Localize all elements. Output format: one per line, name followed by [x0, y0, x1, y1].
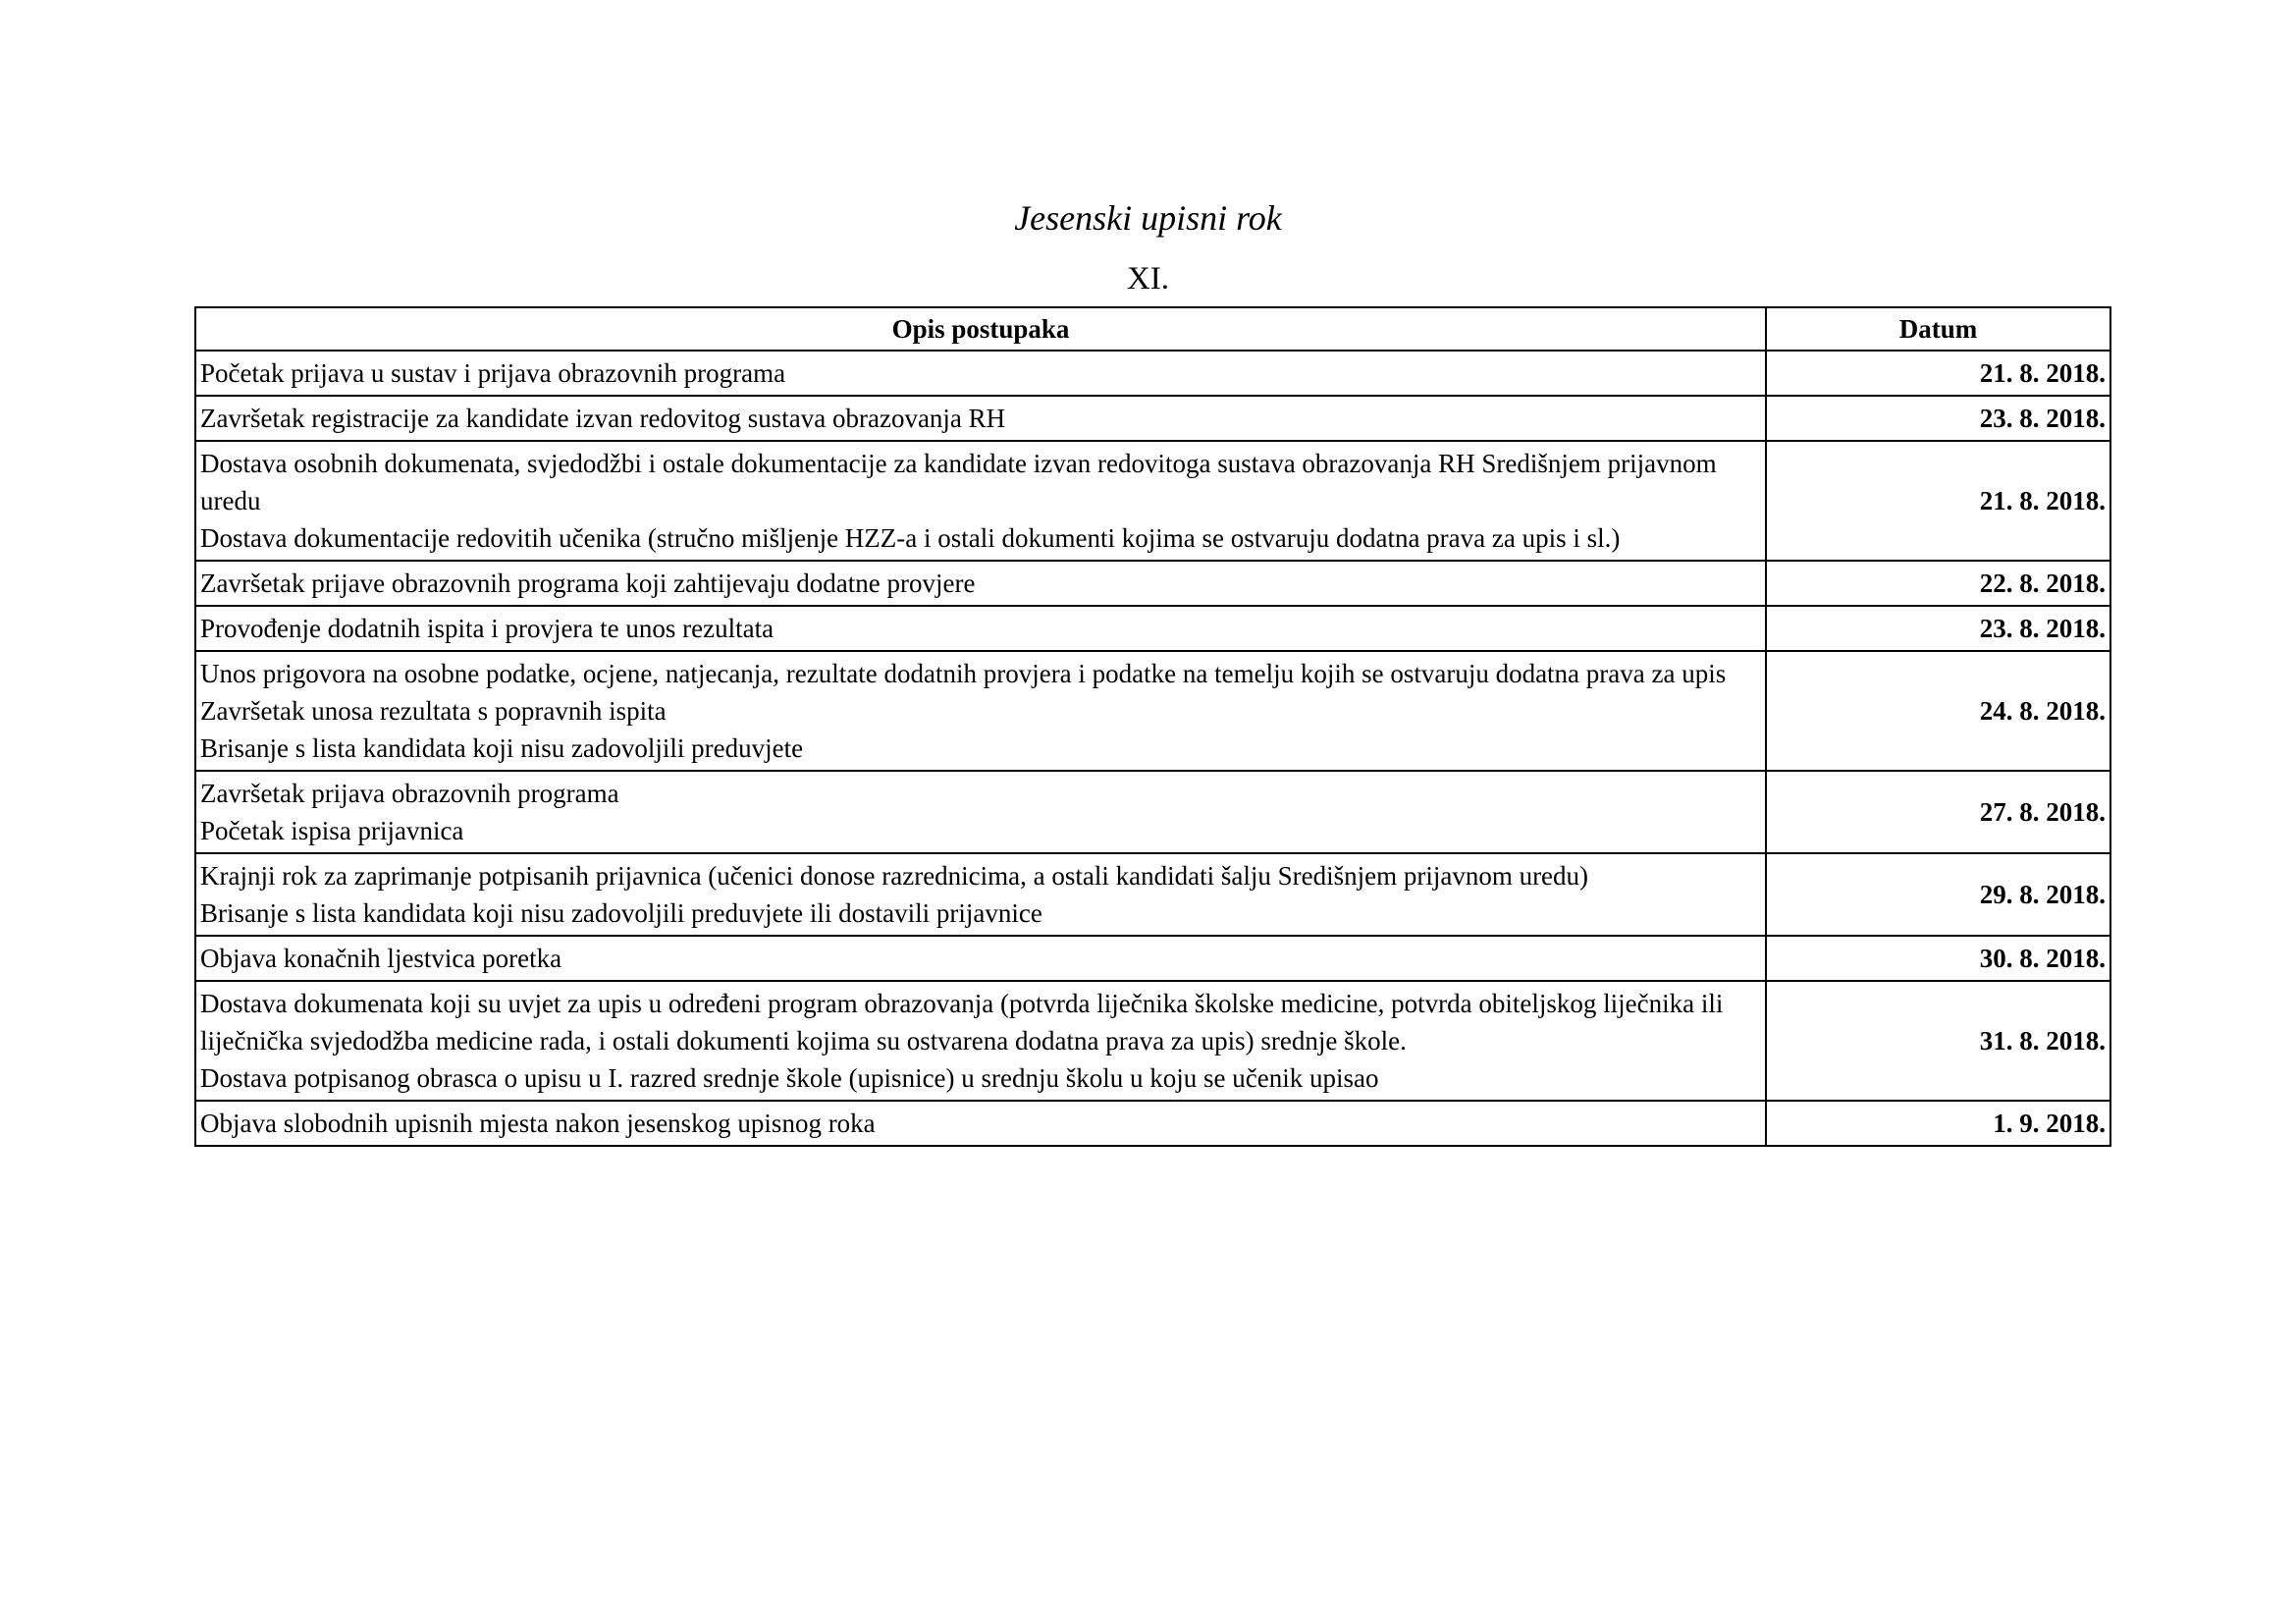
description-line: Objava konačnih ljestvica poretka — [200, 944, 562, 973]
table-row — [195, 561, 2110, 606]
table-row — [195, 606, 2110, 651]
description-cell — [195, 351, 1766, 396]
description-cell — [195, 1101, 1766, 1146]
description-cell — [195, 853, 1766, 936]
page-title: Jesenski upisni rok — [1014, 198, 1282, 238]
section-number: XI. — [1126, 261, 1170, 297]
description-line: Dostava dokumenata koji su uvjet za upis u određeni program obrazovanja (potvrda liječnika školske medicine, potvrda obiteljskog liječnika ili liječnička svjedodžba medicine rada, i ostali dokumenti kojima su ostvarena dodatna prava za upis) srednje škole. — [200, 989, 1724, 1056]
description-line: Dostava potpisanog obrasca o upisu u I. razred srednje škole (upisnice) u srednju školu u koju se učenik upisao — [200, 1063, 1379, 1093]
table-row — [195, 853, 2110, 936]
table-row — [195, 651, 2110, 771]
date-cell: 21. 8. 2018. — [1766, 351, 2110, 396]
date-cell: 21. 8. 2018. — [1766, 441, 2110, 561]
description-line: Unos prigovora na osobne podatke, ocjene, natjecanja, rezultate dodatnih provjera i podatke na temelju kojih se ostvaruju dodatna prava za upis — [200, 659, 1727, 688]
table-row — [195, 351, 2110, 396]
description-line: Objava slobodnih upisnih mjesta nakon jesenskog upisnog roka — [200, 1109, 876, 1138]
date-cell: 23. 8. 2018. — [1766, 606, 2110, 651]
table-row — [195, 981, 2110, 1101]
description-line: Završetak registracije za kandidate izvan redovitog sustava obrazovanja RH — [200, 404, 1006, 433]
date-cell: 30. 8. 2018. — [1766, 936, 2110, 981]
description-line: Brisanje s lista kandidata koji nisu zadovoljili preduvjete ili dostavili prijavnice — [200, 898, 1042, 928]
description-line: Početak ispisa prijavnica — [200, 816, 464, 845]
description-line: Dostava dokumentacije redovitih učenika (stručno mišljenje HZZ-a i ostali dokumenti kojima se ostvaruju dodatna prava za upis i sl.) — [200, 523, 1621, 553]
description-line: Provođenje dodatnih ispita i provjera te unos rezultata — [200, 614, 774, 643]
date-cell: 31. 8. 2018. — [1766, 981, 2110, 1101]
description-line: Dostava osobnih dokumenata, svjedodžbi i ostale dokumentacije za kandidate izvan redovitoga sustava obrazovanja RH Središnjem prijavnom uredu — [200, 449, 1717, 515]
description-cell — [195, 981, 1766, 1101]
description-cell — [195, 651, 1766, 771]
date-cell: 23. 8. 2018. — [1766, 396, 2110, 441]
table-row — [195, 396, 2110, 441]
description-line: Krajnji rok za zaprimanje potpisanih prijavnica (učenici donose razrednicima, a ostali kandidati šalju Središnjem prijavnom uredu) — [200, 861, 1589, 891]
description-line: Brisanje s lista kandidata koji nisu zadovoljili preduvjete — [200, 733, 804, 763]
description-cell — [195, 396, 1766, 441]
description-cell — [195, 561, 1766, 606]
date-cell: 27. 8. 2018. — [1766, 771, 2110, 853]
description-cell — [195, 441, 1766, 561]
description-line: Završetak unosa rezultata s popravnih ispita — [200, 696, 667, 726]
description-line: Početak prijava u sustav i prijava obrazovnih programa — [200, 358, 786, 388]
description-cell — [195, 936, 1766, 981]
date-cell: 22. 8. 2018. — [1766, 561, 2110, 606]
description-line: Završetak prijava obrazovnih programa — [200, 779, 619, 808]
schedule-table — [194, 306, 2111, 1147]
table-row — [195, 771, 2110, 853]
table-row — [195, 1101, 2110, 1146]
description-cell — [195, 771, 1766, 853]
description-line: Završetak prijave obrazovnih programa koji zahtijevaju dodatne provjere — [200, 568, 976, 598]
column-header-description: Opis postupaka — [195, 307, 1766, 351]
description-cell — [195, 606, 1766, 651]
table-row — [195, 441, 2110, 561]
table-header-row — [195, 307, 2110, 351]
column-header-date: Datum — [1766, 307, 2110, 351]
date-cell: 1. 9. 2018. — [1766, 1101, 2110, 1146]
date-cell: 24. 8. 2018. — [1766, 651, 2110, 771]
date-cell: 29. 8. 2018. — [1766, 853, 2110, 936]
table-row — [195, 936, 2110, 981]
